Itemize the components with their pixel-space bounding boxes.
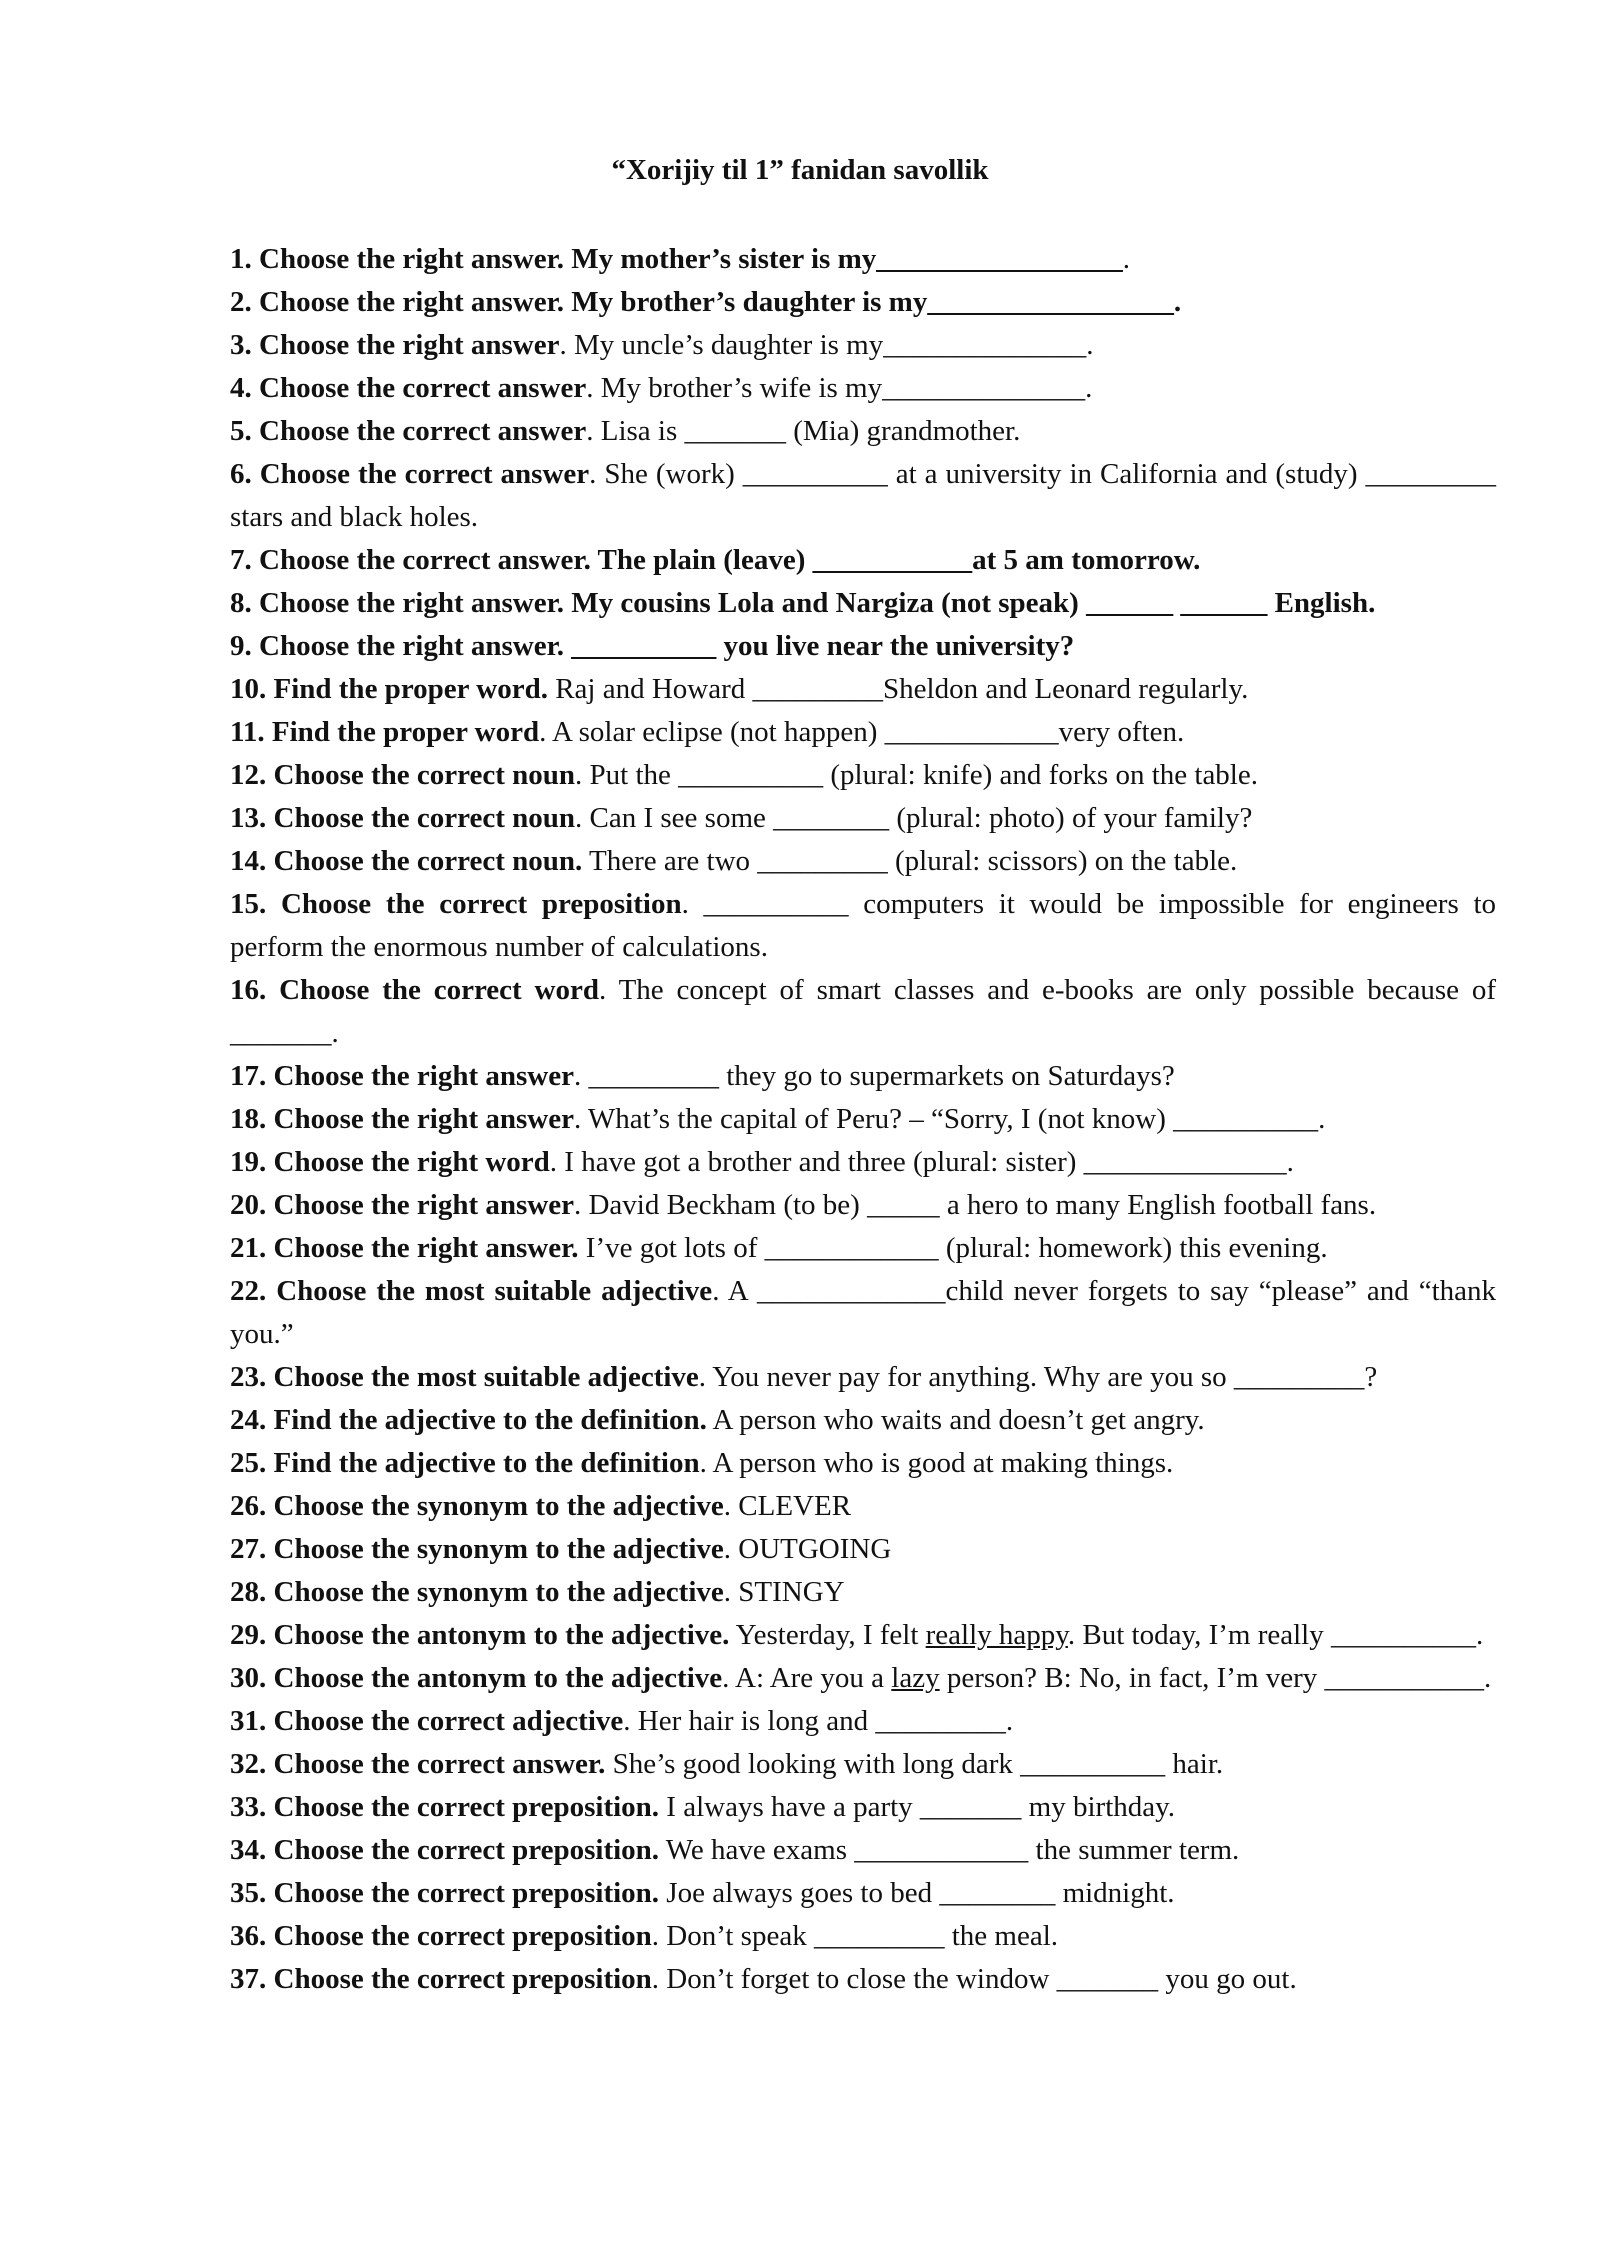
- question-instruction: Choose the correct answer: [259, 415, 587, 447]
- question-text: Joe always goes to bed ________ midnight.: [659, 1877, 1175, 1909]
- question-instruction: Choose the correct preposition.: [273, 1791, 660, 1823]
- document-title: “Xorijiy til 1” fanidan savollik: [611, 154, 989, 186]
- question-instruction: Choose the synonym to the adjective: [273, 1576, 724, 1608]
- question-item: [230, 1528, 1496, 1571]
- question-text: . My brother’s wife is my______________.: [586, 372, 1093, 404]
- question-text: . _________ they go to supermarkets on Saturdays?: [573, 1060, 1175, 1092]
- question-text: My brother’s daughter is my_________________.: [564, 286, 1182, 318]
- question-instruction: Choose the right answer.: [273, 1232, 579, 1264]
- question-instruction: Choose the right answer.: [259, 286, 565, 318]
- question-number: 31.: [230, 1705, 267, 1737]
- question-number: 27.: [230, 1533, 267, 1565]
- question-item: [230, 324, 1496, 367]
- question-number: 24.: [230, 1404, 267, 1436]
- question-text: . Lisa is _______ (Mia) grandmother.: [586, 415, 1021, 447]
- question-number: 2.: [230, 286, 252, 318]
- question-text: . Put the __________ (plural: knife) and forks on the table.: [575, 759, 1258, 791]
- question-instruction: Choose the correct preposition.: [273, 1877, 660, 1909]
- question-item: [230, 1055, 1496, 1098]
- question-item: [230, 453, 1496, 539]
- question-list: [230, 238, 1496, 2001]
- question-item: [230, 883, 1496, 969]
- question-item: [230, 625, 1496, 668]
- question-item: [230, 367, 1496, 410]
- question-number: 37.: [230, 1963, 267, 1995]
- question-number: 18.: [230, 1103, 267, 1135]
- question-text: She’s good looking with long dark __________ hair.: [605, 1748, 1224, 1780]
- question-number: 23.: [230, 1361, 267, 1393]
- question-item: [230, 410, 1496, 453]
- question-instruction: Choose the correct word: [279, 974, 599, 1006]
- question-number: 8.: [230, 587, 252, 619]
- question-text: __________ you live near the university?: [564, 630, 1075, 662]
- question-text: Raj and Howard _________Sheldon and Leonard regularly.: [547, 673, 1249, 705]
- question-text: . A solar eclipse (not happen) ____________very often.: [539, 716, 1185, 748]
- question-text: Yesterday, I felt: [729, 1619, 926, 1651]
- question-item: [230, 754, 1496, 797]
- underlined-phrase: really happy: [925, 1619, 1068, 1651]
- question-instruction: Choose the right answer: [273, 1103, 574, 1135]
- question-item: [230, 1614, 1496, 1657]
- question-instruction: Choose the correct noun: [273, 802, 576, 834]
- question-text: . I have got a brother and three (plural: sister) ______________.: [549, 1146, 1294, 1178]
- question-number: 22.: [230, 1275, 267, 1307]
- question-item: [230, 1399, 1496, 1442]
- question-item: [230, 1657, 1496, 1700]
- question-instruction: Choose the right answer.: [259, 630, 565, 662]
- question-instruction: Choose the correct preposition: [273, 1920, 652, 1952]
- question-instruction: Choose the correct answer: [259, 458, 590, 490]
- question-instruction: Choose the correct adjective: [273, 1705, 624, 1737]
- question-item: [230, 1141, 1496, 1184]
- question-instruction: Choose the correct answer.: [273, 1748, 606, 1780]
- question-instruction: Choose the correct preposition: [273, 1963, 652, 1995]
- question-text: . A person who is good at making things.: [699, 1447, 1174, 1479]
- question-text: . Her hair is long and _________.: [623, 1705, 1014, 1737]
- question-item: [230, 539, 1496, 582]
- question-text: My cousins Lola and Nargiza (not speak) ______ ______ English.: [564, 587, 1376, 619]
- question-instruction: Choose the right answer: [273, 1189, 574, 1221]
- question-number: 28.: [230, 1576, 267, 1608]
- question-item: [230, 711, 1496, 754]
- question-text: A person who waits and doesn’t get angry.: [706, 1404, 1205, 1436]
- question-item: [230, 1356, 1496, 1399]
- question-item: [230, 281, 1496, 324]
- question-text: The plain (leave) ___________at 5 am tomorrow.: [590, 544, 1201, 576]
- question-number: 32.: [230, 1748, 267, 1780]
- question-instruction: Find the proper word: [271, 716, 540, 748]
- question-item: [230, 1829, 1496, 1872]
- question-instruction: Choose the correct noun.: [273, 845, 583, 877]
- question-item: [230, 797, 1496, 840]
- question-number: 10.: [230, 673, 267, 705]
- question-number: 5.: [230, 415, 252, 447]
- question-number: 30.: [230, 1662, 267, 1694]
- question-text: . You never pay for anything. Why are you so _________?: [698, 1361, 1378, 1393]
- question-number: 7.: [230, 544, 252, 576]
- question-item: [230, 1270, 1496, 1356]
- question-instruction: Choose the right answer.: [259, 243, 565, 275]
- question-instruction: Choose the correct preposition.: [273, 1834, 660, 1866]
- question-instruction: Choose the right answer: [273, 1060, 574, 1092]
- question-number: 3.: [230, 329, 252, 361]
- question-instruction: Choose the correct answer.: [259, 544, 591, 576]
- question-item: [230, 668, 1496, 711]
- question-item: [230, 1227, 1496, 1270]
- question-instruction: Choose the correct preposition: [280, 888, 682, 920]
- question-text: . My uncle’s daughter is my______________.: [559, 329, 1094, 361]
- question-number: 15.: [230, 888, 267, 920]
- question-instruction: Find the adjective to the definition.: [273, 1404, 707, 1436]
- question-text: I always have a party _______ my birthday.: [659, 1791, 1176, 1823]
- question-item: [230, 969, 1496, 1055]
- question-item: [230, 238, 1496, 281]
- question-instruction: Choose the antonym to the adjective: [273, 1662, 723, 1694]
- question-text: .: [1122, 243, 1130, 275]
- question-number: 13.: [230, 802, 267, 834]
- question-item: [230, 840, 1496, 883]
- question-text: I’ve got lots of ____________ (plural: homework) this evening.: [578, 1232, 1328, 1264]
- question-number: 25.: [230, 1447, 267, 1479]
- question-text: . OUTGOING: [723, 1533, 892, 1565]
- underlined-phrase: lazy: [891, 1662, 940, 1694]
- question-text: . The concept of smart classes and e-books are only possible because of _______.: [230, 974, 1496, 1049]
- question-number: 34.: [230, 1834, 267, 1866]
- question-text: . A _____________child never forgets to say “please” and “thank you.”: [230, 1275, 1496, 1350]
- question-number: 19.: [230, 1146, 267, 1178]
- question-text: person? B: No, in fact, I’m very ___________.: [939, 1662, 1492, 1694]
- question-item: [230, 1184, 1496, 1227]
- question-text: . What’s the capital of Peru? – “Sorry, I (not know) __________.: [573, 1103, 1326, 1135]
- question-item: [230, 1915, 1496, 1958]
- question-text: . A: Are you a: [722, 1662, 892, 1694]
- question-item: [230, 1958, 1496, 2001]
- question-number: 9.: [230, 630, 252, 662]
- question-instruction: Choose the correct answer: [259, 372, 587, 404]
- question-number: 4.: [230, 372, 252, 404]
- question-number: 29.: [230, 1619, 267, 1651]
- question-item: [230, 1872, 1496, 1915]
- question-text: . But today, I’m really __________.: [1067, 1619, 1484, 1651]
- question-instruction: Choose the right answer: [259, 329, 560, 361]
- question-number: 35.: [230, 1877, 267, 1909]
- question-instruction: Choose the synonym to the adjective: [273, 1490, 724, 1522]
- question-item: [230, 1786, 1496, 1829]
- question-number: 1.: [230, 243, 252, 275]
- question-item: [230, 582, 1496, 625]
- question-text: . David Beckham (to be) _____ a hero to many English football fans.: [573, 1189, 1377, 1221]
- question-instruction: Choose the right word: [273, 1146, 550, 1178]
- question-item: [230, 1571, 1496, 1614]
- question-text: . __________ computers it would be impossible for engineers to perform the enormous number of calculations.: [230, 888, 1497, 963]
- question-number: 16.: [230, 974, 267, 1006]
- question-instruction: Choose the most suitable adjective: [273, 1361, 699, 1393]
- question-number: 20.: [230, 1189, 267, 1221]
- question-number: 11.: [230, 716, 265, 748]
- question-instruction: Choose the antonym to the adjective.: [273, 1619, 730, 1651]
- question-item: [230, 1700, 1496, 1743]
- question-text: There are two _________ (plural: scissors) on the table.: [582, 845, 1238, 877]
- question-instruction: Find the adjective to the definition: [273, 1447, 700, 1479]
- question-instruction: Find the proper word.: [273, 673, 548, 705]
- question-item: [230, 1442, 1496, 1485]
- question-number: 17.: [230, 1060, 267, 1092]
- question-item: [230, 1098, 1496, 1141]
- question-item: [230, 1485, 1496, 1528]
- question-number: 21.: [230, 1232, 267, 1264]
- question-number: 6.: [230, 458, 252, 490]
- question-text: . She (work) __________ at a university in California and (study) _________ stars and black holes.: [230, 458, 1497, 533]
- question-instruction: Choose the right answer.: [259, 587, 565, 619]
- question-item: [230, 1743, 1496, 1786]
- question-number: 33.: [230, 1791, 267, 1823]
- question-instruction: Choose the correct noun: [273, 759, 576, 791]
- question-number: 12.: [230, 759, 267, 791]
- question-number: 14.: [230, 845, 267, 877]
- question-text: . Don’t forget to close the window _______ you go out.: [651, 1963, 1297, 1995]
- question-text: . STINGY: [723, 1576, 845, 1608]
- question-text: . CLEVER: [723, 1490, 852, 1522]
- question-text: My mother’s sister is my_________________: [564, 243, 1123, 275]
- question-instruction: Choose the most suitable adjective: [276, 1275, 713, 1307]
- question-instruction: Choose the synonym to the adjective: [273, 1533, 724, 1565]
- question-text: . Can I see some ________ (plural: photo) of your family?: [575, 802, 1253, 834]
- question-number: 36.: [230, 1920, 267, 1952]
- question-text: . Don’t speak _________ the meal.: [651, 1920, 1058, 1952]
- question-number: 26.: [230, 1490, 267, 1522]
- question-text: We have exams ____________ the summer term.: [659, 1834, 1240, 1866]
